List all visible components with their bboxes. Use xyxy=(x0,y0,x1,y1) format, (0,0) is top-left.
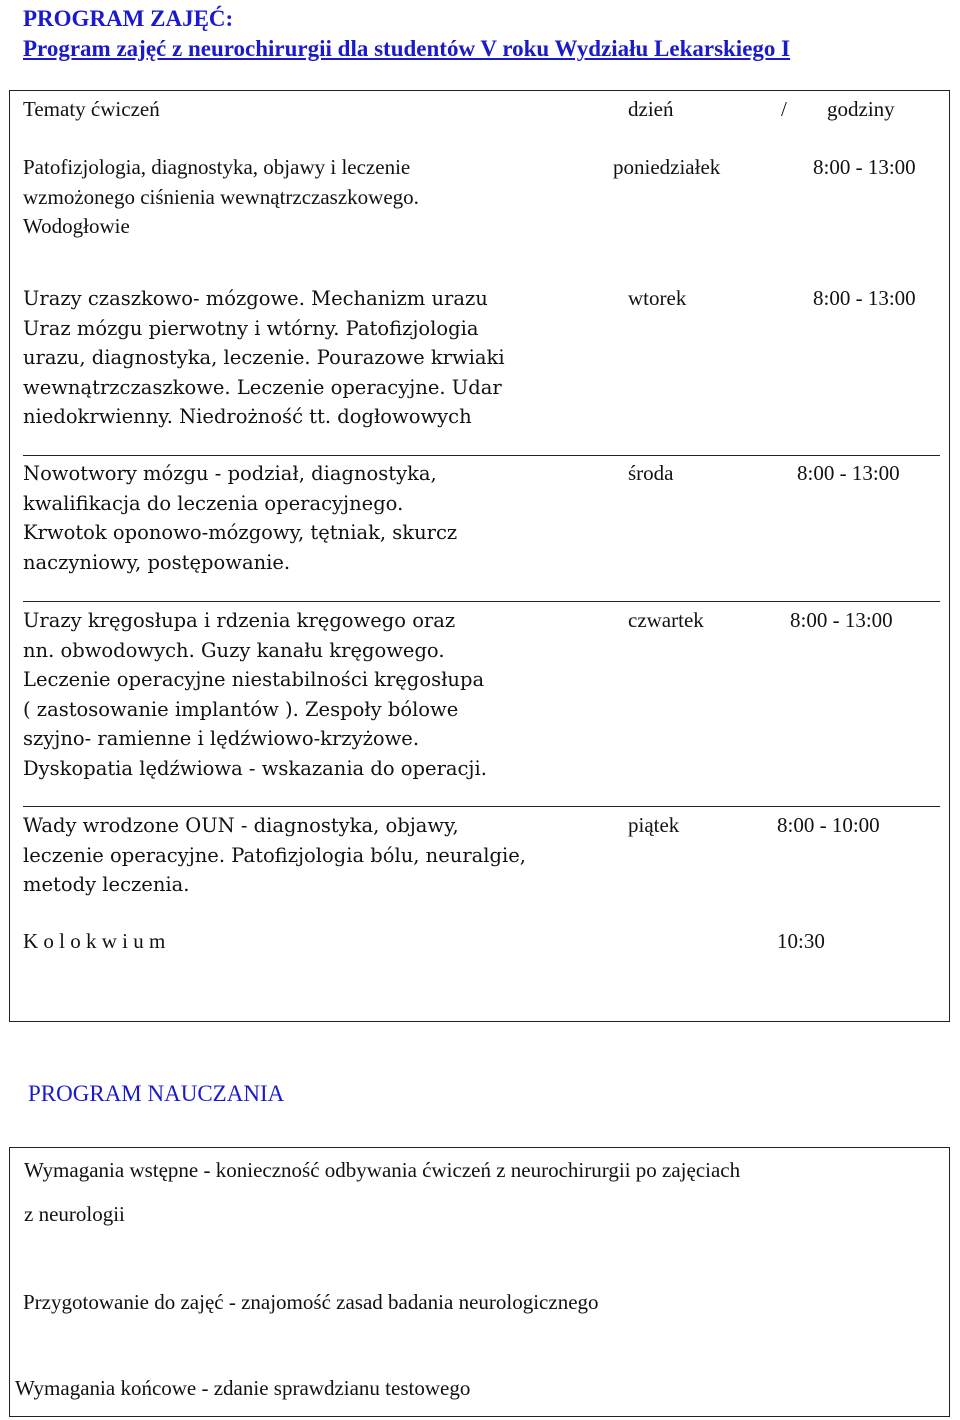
day-thursday: czwartek xyxy=(628,608,704,632)
schedule-table xyxy=(9,90,950,1022)
column-header-separator: / xyxy=(781,97,787,121)
row-separator xyxy=(23,601,940,602)
colloquium-label: K o l o k w i u m xyxy=(23,929,166,953)
final-requirements-text: Wymagania końcowe - zdanie sprawdzianu testowego xyxy=(15,1376,471,1400)
topic-friday: Wady wrodzone OUN - diagnostyka, objawy, leczenie operacyjne. Patofizjologia bólu, neuralgie, metody leczenia. xyxy=(23,814,526,896)
day-monday: poniedziałek xyxy=(613,155,721,179)
column-header-hours: godziny xyxy=(827,97,895,121)
page-subtitle: Program zajęć z neurochirurgii dla studentów V roku Wydziału Lekarskiego I xyxy=(23,36,791,61)
day-tuesday: wtorek xyxy=(628,286,687,310)
page-title: PROGRAM ZAJĘĆ: xyxy=(23,6,234,31)
topic-wednesday: Nowotwory mózgu - podział, diagnostyka, kwalifikacja do leczenia operacyjnego. Krwotok oponowo-mózgowy, tętniak, skurcz naczyniowy, postępowanie. xyxy=(23,462,458,574)
day-wednesday: środa xyxy=(628,461,674,485)
topic-thursday: Urazy kręgosłupa i rdzenia kręgowego oraz nn. obwodowych. Guzy kanału kręgowego. Leczenie operacyjne niestabilności kręgosłupa ( zastosowanie implantów ). Zespoły bólowe szyjno- ramienne i lędźwiowo-krzyżowe. Dyskopatia lędźwiowa - wskazania do operacji. xyxy=(23,609,487,780)
day-friday: piątek xyxy=(628,813,680,837)
colloquium-time: 10:30 xyxy=(777,929,825,953)
topic-monday: Patofizjologia, diagnostyka, objawy i leczenie wzmożonego ciśnienia wewnątrzczaszkowego. Wodogłowie xyxy=(23,155,419,238)
hours-wednesday: 8:00 - 13:00 xyxy=(797,461,900,485)
program-title: PROGRAM NAUCZANIA xyxy=(28,1081,285,1106)
column-header-topics: Tematy ćwiczeń xyxy=(23,97,160,121)
hours-monday: 8:00 - 13:00 xyxy=(813,155,916,179)
hours-thursday: 8:00 - 13:00 xyxy=(790,608,893,632)
prerequisites-text: Wymagania wstępne - konieczność odbywania ćwiczeń z neurochirurgii po zajęciach xyxy=(24,1158,741,1182)
hours-friday: 8:00 - 10:00 xyxy=(777,813,880,837)
hours-tuesday: 8:00 - 13:00 xyxy=(813,286,916,310)
column-header-day: dzień xyxy=(628,97,674,121)
preparation-text: Przygotowanie do zajęć - znajomość zasad badania neurologicznego xyxy=(23,1290,599,1314)
prerequisites-text-continued: z neurologii xyxy=(24,1202,125,1226)
program-box xyxy=(9,1147,950,1417)
row-separator xyxy=(23,806,940,807)
topic-tuesday: Urazy czaszkowo- mózgowe. Mechanizm urazu Uraz mózgu pierwotny i wtórny. Patofizjologia urazu, diagnostyka, leczenie. Pourazowe krwiaki wewnątrzczaszkowe. Leczenie operacyjne. Udar niedokrwienny. Niedrożność tt. dogłowowych xyxy=(23,287,505,428)
row-separator xyxy=(23,455,940,456)
